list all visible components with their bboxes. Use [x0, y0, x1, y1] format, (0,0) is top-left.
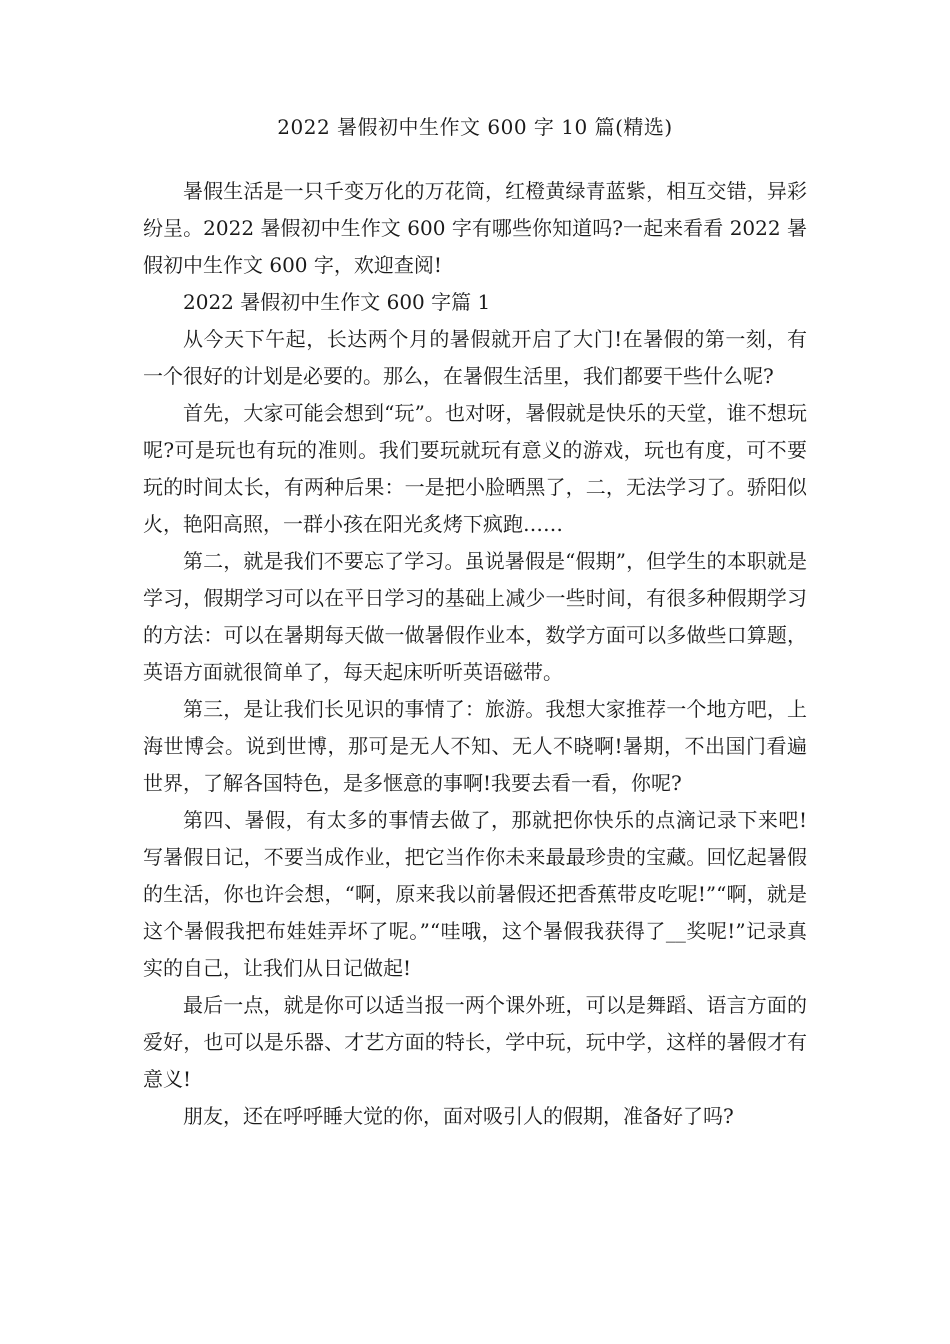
document-body — [143, 173, 807, 1135]
body-paragraph: 第四、暑假，有太多的事情去做了，那就把你快乐的点滴记录下来吧!写暑假日记，不要当成作业，把它当作你未来最最珍贵的宝藏。回忆起暑假的生活，你也许会想，“啊，原来我以前暑假还把香蕉带皮吃呢!”“啊，就是这个暑假我把布娃娃弄坏了呢。”“哇哦，这个暑假我获得了__奖呢!”记录真实的自己，让我们从日记做起! — [143, 808, 807, 980]
closing-paragraph: 朋友，还在呼呼睡大觉的你，面对吸引人的假期，准备好了吗? — [183, 1104, 734, 1128]
intro-paragraph: 暑假生活是一只千变万化的万花筒，红橙黄绿青蓝紫，相互交错，异彩纷呈。2022 暑假初中生作文 600 字有哪些你知道吗?一起来看看 2022 暑假初中生作文 600 字，欢迎查阅! — [143, 179, 807, 277]
body-paragraph: 从今天下午起，长达两个月的暑假就开启了大门!在暑假的第一刻，有一个很好的计划是必要的。那么，在暑假生活里，我们都要干些什么呢? — [143, 327, 807, 388]
body-paragraph: 第二，就是我们不要忘了学习。虽说暑假是“假期”，但学生的本职就是学习，假期学习可以在平日学习的基础上减少一些时间，有很多种假期学习的方法：可以在暑期每天做一做暑假作业本，数学方面可以多做些口算题，英语方面就很简单了，每天起床听听英语磁带。 — [143, 549, 807, 684]
body-paragraph: 第三，是让我们长见识的事情了：旅游。我想大家推荐一个地方吧，上海世博会。说到世博，那可是无人不知、无人不晓啊!暑期，不出国门看遍世界，了解各国特色，是多惬意的事啊!我要去看一看，你呢? — [143, 697, 807, 795]
document-title: 2022 暑假初中生作文 600 字 10 篇(精选) — [277, 115, 673, 139]
section-heading: 2022 暑假初中生作文 600 字篇 1 — [183, 290, 491, 314]
body-paragraph: 最后一点，就是你可以适当报一两个课外班，可以是舞蹈、语言方面的爱好，也可以是乐器、才艺方面的特长，学中玩，玩中学，这样的暑假才有意义! — [143, 993, 807, 1091]
body-paragraph: 首先，大家可能会想到“玩”。也对呀，暑假就是快乐的天堂，谁不想玩呢?可是玩也有玩的准则。我们要玩就玩有意义的游戏，玩也有度，可不要玩的时间太长，有两种后果：一是把小脸晒黑了，二，无法学习了。骄阳似火，艳阳高照，一群小孩在阳光炙烤下疯跑…… — [143, 401, 807, 536]
